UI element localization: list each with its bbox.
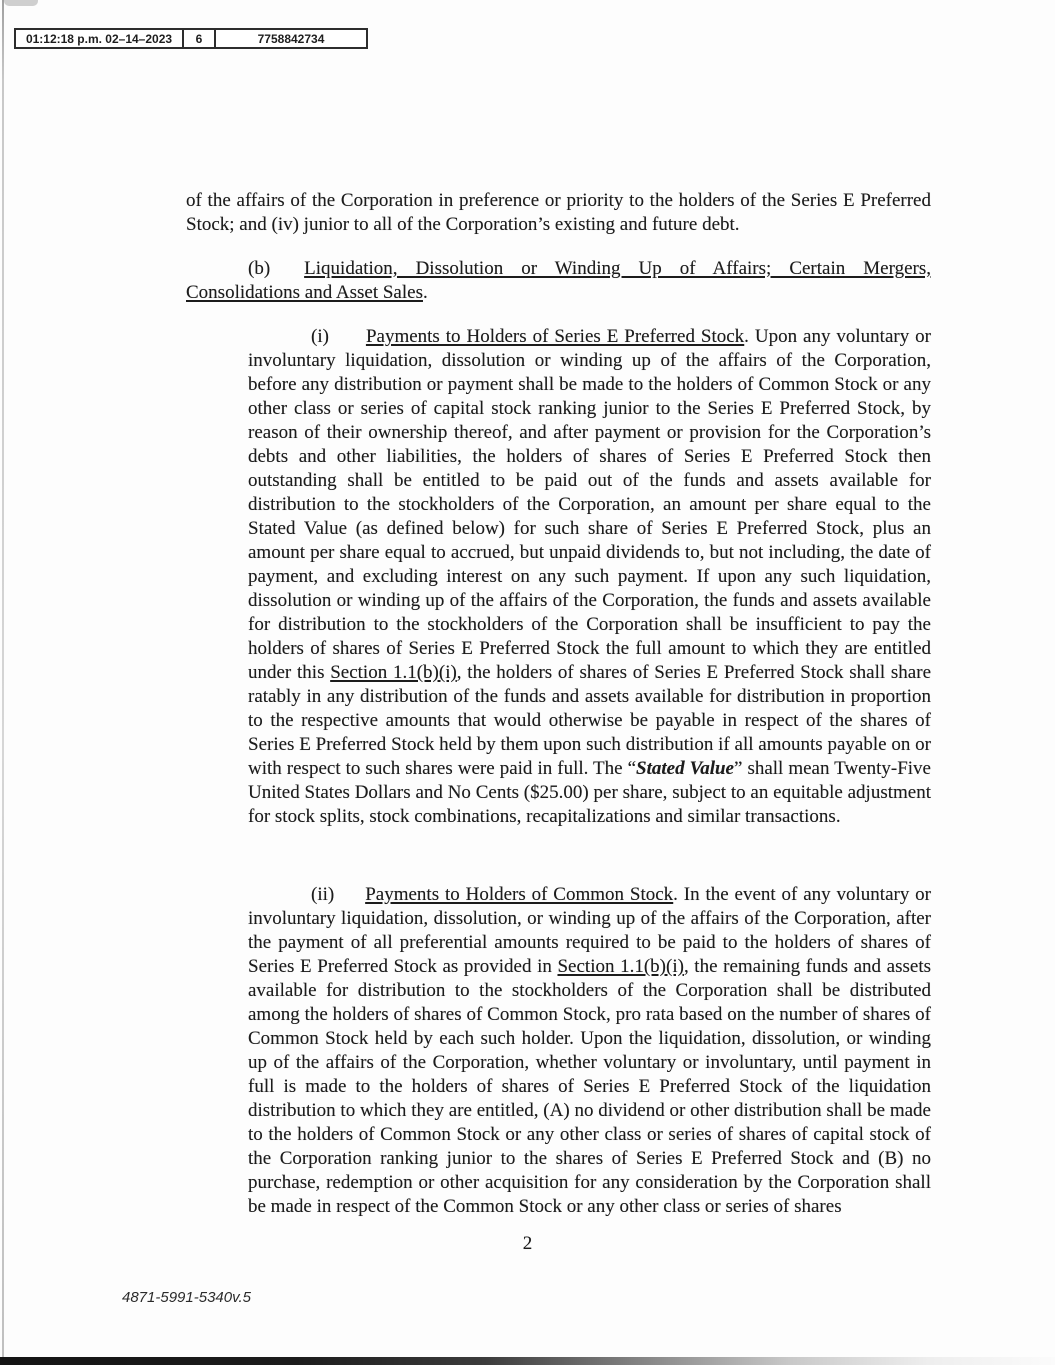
intro-paragraph-text: of the affairs of the Corporation in preference or priority to the holders of the Series E Preferred Stock; and (iv) junior to all of the Corporation’s existing and future debt. bbox=[186, 190, 931, 235]
fax-header-stamp bbox=[14, 28, 368, 49]
scan-bottom-edge-band bbox=[0, 1357, 1055, 1365]
clause-i-text: Payments to Holders of Series E Preferred Stock. Upon any voluntary or involuntary liquidation, dissolution or winding up of the affairs of the Corporation, before any distribution or payment shall be made to the holders of Common Stock or any other class or series of capital stock ranking junior to the Series E Preferred Stock, by reason of their ownership thereof, and after payment or provision for the Corporation’s debts and other liabilities, the holders of shares of Series E Preferred Stock then outstanding shall be entitled to be paid out of the funds and assets available for distribution to the stockholders of the Corporation, an amount per share equal to the Stated Value (as defined below) for such share of Series E Preferred Stock, plus an amount per share equal to accrued, but unpaid dividends to, but not including, the date of payment, and excluding interest on any such payment. If upon any such liquidation, dissolution or winding up of the affairs of the Corporation, the funds and assets available for distribution to the stockholders of the Corporation shall be insufficient to pay the holders of shares of Series E Preferred Stock the full amount to which they are entitled under this Section 1.1(b)(i), the holders of shares of Series E Preferred Stock shall share ratably in any distribution of the funds and assets available for distribution in proportion to the respective amounts that would otherwise be payable in respect of the shares of Series E Preferred Stock held by them upon such distribution if all amounts payable on or with respect to such shares were paid in full. The “Stated Value” shall mean Twenty-Five United States Dollars and No Cents ($25.00) per share, subject to an equitable adjustment for stock splits, stock combinations, recapitalizations and similar transactions. bbox=[248, 326, 932, 827]
section-b-heading-paragraph bbox=[186, 257, 931, 305]
clause-i-paragraph bbox=[248, 325, 931, 829]
scan-corner-smudge bbox=[4, 0, 38, 6]
scan-left-edge-line bbox=[2, 0, 4, 1358]
section-b-heading-text: Liquidation, Dissolution or Winding Up of Affairs; Certain Mergers, Consolidations and Asset Sales. bbox=[186, 258, 931, 303]
fax-id-number: 7758842734 bbox=[257, 31, 325, 46]
section-b-label: (b) bbox=[248, 258, 271, 279]
clause-i-label: (i) bbox=[311, 326, 329, 347]
page-number: 2 bbox=[522, 1233, 533, 1254]
clause-ii-text: Payments to Holders of Common Stock. In the event of any voluntary or involuntary liquidation, dissolution, or winding up of the affairs of the Corporation, after the payment of all preferential amounts required to be paid to the holders of shares of Series E Preferred Stock as provided in Section 1.1(b)(i), the remaining funds and assets available for distribution to the stockholders of the Corporation shall be distributed among the holders of shares of Common Stock, pro rata based on the number of shares of Common Stock held by each such holder. Upon the liquidation, dissolution, or winding up of the affairs of the Corporation, whether voluntary or involuntary, until payment in full is made to the holders of shares of Series E Preferred Stock of the liquidation distribution to which they are entitled, (A) no dividend or other distribution shall be made to the holders of Common Stock or any other class or series of shares of capital stock of the Corporation ranking junior to the shares of Series E Preferred Stock and (B) no purchase, redemption or other acquisition for any consideration by the Corporation shall be made in respect of the Common Stock or any other class or series of shares bbox=[248, 884, 932, 1217]
intro-paragraph bbox=[186, 189, 931, 237]
clause-ii-paragraph bbox=[248, 883, 931, 1219]
fax-timestamp: 01:12:18 p.m. 02–14–2023 bbox=[25, 31, 173, 46]
clause-ii-label: (ii) bbox=[311, 884, 335, 905]
document-id-footer: 4871-5991-5340v.5 bbox=[122, 1289, 251, 1306]
fax-page-count: 6 bbox=[182, 30, 216, 47]
